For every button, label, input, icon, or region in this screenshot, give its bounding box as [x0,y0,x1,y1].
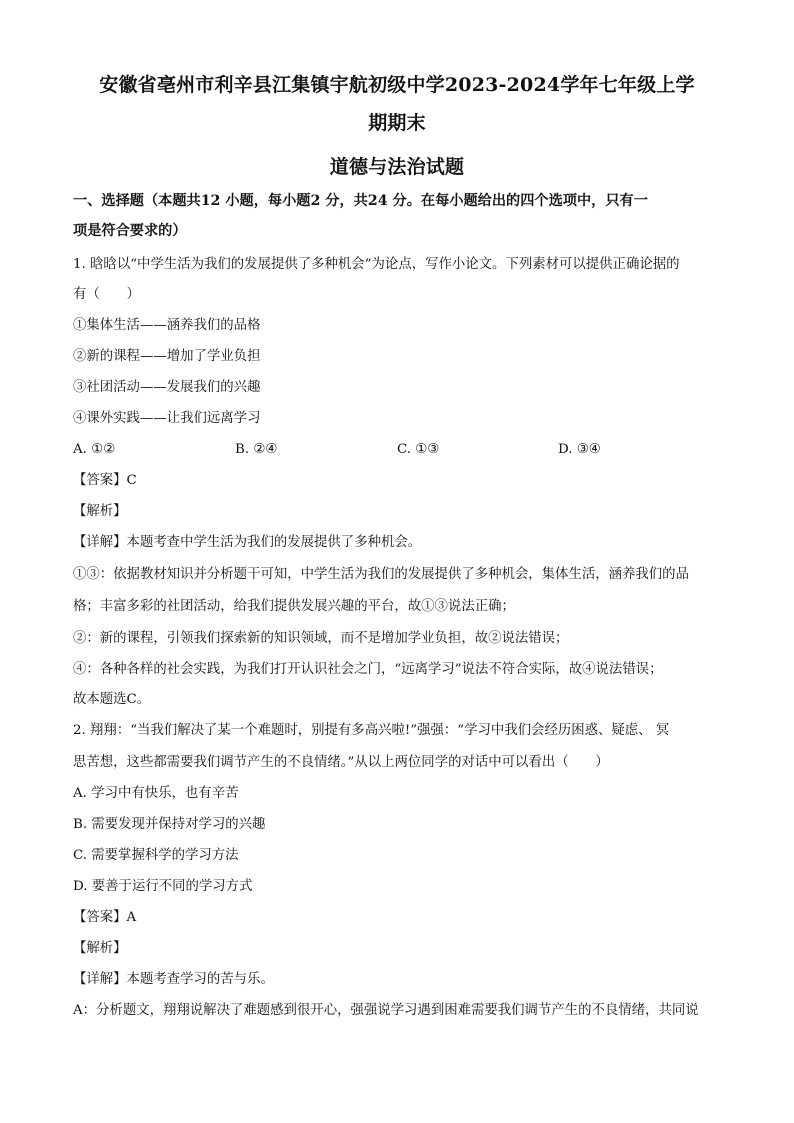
q1-explanation-1-line1: ①③：依据教材知识并分析题干可知，中学生活为我们的发展提供了多种机会，集体生活，涵养我们的品 [73,567,689,582]
q1-detail: 【详解】本题考查中学生活为我们的发展提供了多种机会。 [73,535,422,550]
q1-option-a: A. ①② [73,442,116,457]
q1-explanation-3: ④：各种各样的社会实践，为我们打开认识社会之门，“远离学习”说法不符合实际，故④说法错误； [73,662,663,677]
q1-explanation-1-line2: 格；丰富多彩的社团活动，给我们提供发展兴趣的平台，故①③说法正确； [73,599,515,614]
q2-explanation-1: A：分析题文，翔翔说解决了难题感到很开心，强强说学习遇到困难需要我们调节产生的不良情绪，共同说 [73,1003,699,1018]
q1-item-1: ①集体生活——涵养我们的品格 [73,318,261,333]
q1-item-4: ④课外实践——让我们远离学习 [73,411,261,426]
q2-stem-line1: 2. 翔翔：“当我们解决了某一个难题时，别提有多高兴啦!”强强：“学习中我们会经历困惑、疑虑、 冥 [73,723,670,738]
q1-stem-line2: 有（ ） [73,287,140,302]
exam-subtitle: 道德与法治试题 [329,156,465,178]
exam-title-line1: 安徽省亳州市利辛县江集镇宇航初级中学2023-2024学年七年级上学 [99,74,695,96]
exam-title-line2: 期期末 [368,112,426,134]
q2-detail: 【详解】本题考查学习的苦与乐。 [73,972,274,987]
q1-answer: 【答案】C [73,473,137,488]
q2-option-a: A. 学习中有快乐，也有辛苦 [73,786,239,801]
q2-stem-line2: 思苦想，这些都需要我们调节产生的不良情绪。”从以上两位同学的对话中可以看出（ ） [73,755,609,770]
q1-option-d: D. ③④ [558,442,601,457]
q2-option-c: C. 需要掌握科学的学习方法 [73,848,239,863]
q2-answer: 【答案】A [73,910,137,925]
q1-option-c: C. ①③ [397,442,440,457]
section-heading-line2: 项是符合要求的） [73,223,187,239]
q1-explanation-2: ②：新的课程，引领我们探索新的知识领域，而不是增加学业负担，故②说法错误； [73,631,569,646]
q2-option-d: D. 要善于运行不同的学习方式 [73,879,253,894]
q2-option-b: B. 需要发现并保持对学习的兴趣 [73,817,266,832]
q1-option-b: B. ②④ [235,442,278,457]
q2-analysis-label: 【解析】 [73,941,127,956]
q1-stem-line1: 1. 晗晗以“中学生活为我们的发展提供了多种机会”为论点，写作小论文。下列素材可以提供正确论据的 [73,257,680,272]
section-heading-line1: 一、选择题（本题共12 小题，每小题2 分，共24 分。在每小题给出的四个选项中，只有一 [73,193,648,209]
q1-item-3: ③社团活动——发展我们的兴趣 [73,380,261,395]
q1-item-2: ②新的课程——增加了学业负担 [73,349,261,364]
q1-analysis-label: 【解析】 [73,504,127,519]
q1-conclusion: 故本题选C。 [73,692,151,707]
